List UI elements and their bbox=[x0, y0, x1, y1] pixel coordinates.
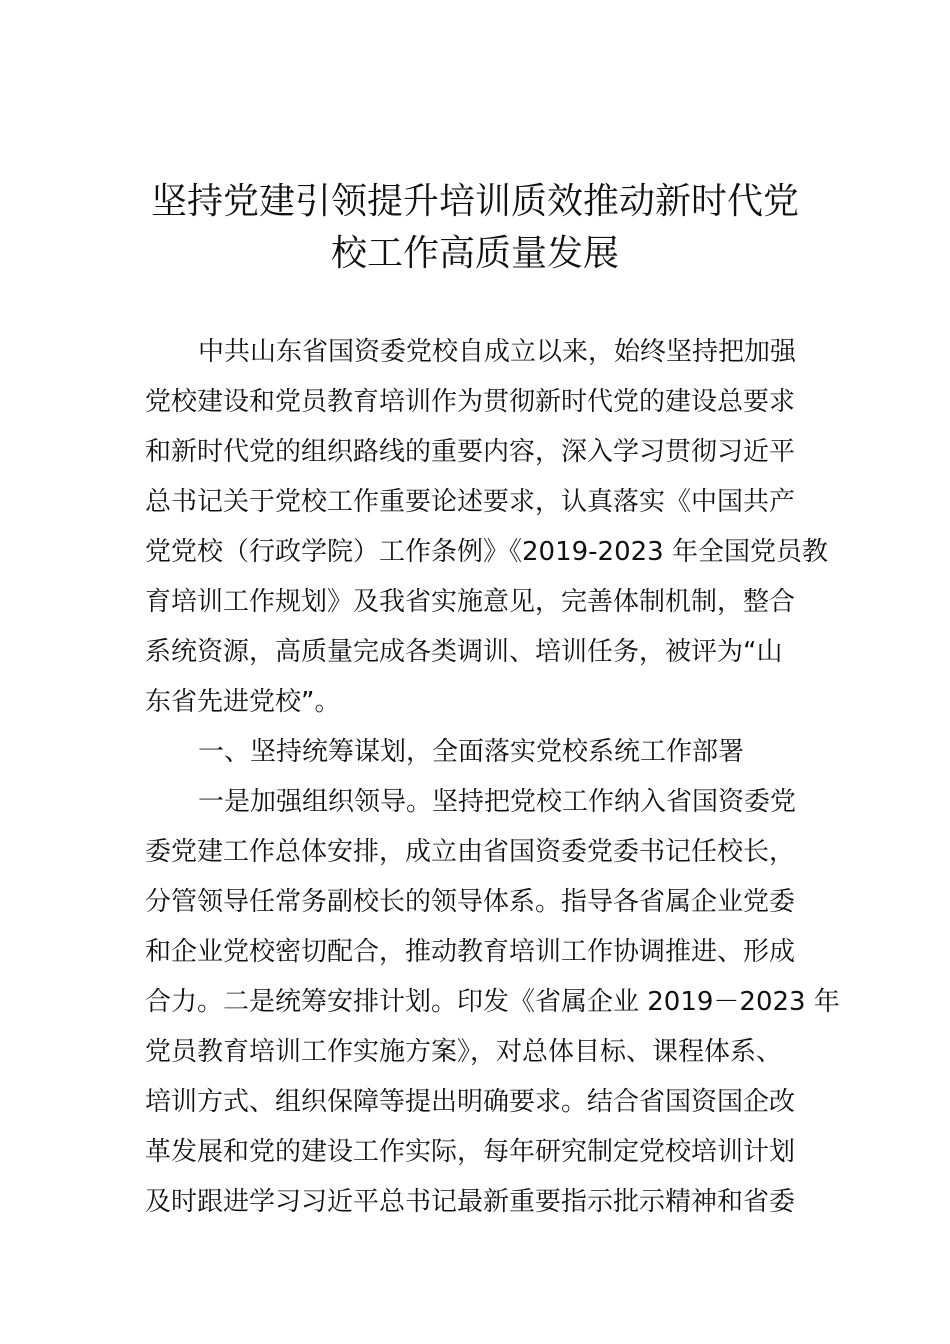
paragraph-line: 革发展和党的建设工作实际，每年研究制定党校培训计划 bbox=[145, 1137, 796, 1167]
document-title-line-1: 坚持党建引领提升培训质效推动新时代党 bbox=[150, 181, 799, 222]
paragraph-line: 党员教育培训工作实施方案》，对总体目标、课程体系、 bbox=[145, 1037, 783, 1067]
paragraph-line: 和新时代党的组织路线的重要内容，深入学习贯彻习近平 bbox=[145, 437, 796, 467]
paragraph-line: 育培训工作规划》及我省实施意见，完善体制机制，整合 bbox=[145, 587, 796, 617]
paragraph-line: 党校建设和党员教育培训作为贯彻新时代党的建设总要求 bbox=[145, 387, 796, 417]
paragraph-line: 分管领导任常务副校长的领导体系。指导各省属企业党委 bbox=[145, 887, 796, 917]
paragraph-line: 合力。二是统筹安排计划。印发《省属企业 2019－2023 年 bbox=[145, 987, 840, 1017]
paragraph-line: 东省先进党校”。 bbox=[145, 687, 341, 717]
document-title-line-2: 校工作高质量发展 bbox=[330, 233, 619, 274]
paragraph-line: 系统资源，高质量完成各类调训、培训任务，被评为“山 bbox=[145, 637, 783, 667]
paragraph-line: 委党建工作总体安排，成立由省国资委党委书记任校长， bbox=[145, 837, 796, 867]
paragraph-line: 一是加强组织领导。坚持把党校工作纳入省国资委党 bbox=[198, 787, 797, 817]
paragraph-line: 和企业党校密切配合，推动教育培训工作协调推进、形成 bbox=[145, 937, 796, 967]
paragraph-line: 中共山东省国资委党校自成立以来，始终坚持把加强 bbox=[198, 337, 797, 367]
section-heading: 一、坚持统筹谋划，全面落实党校系统工作部署 bbox=[198, 737, 745, 767]
paragraph-line: 培训方式、组织保障等提出明确要求。结合省国资国企改 bbox=[145, 1087, 796, 1117]
paragraph-line: 及时跟进学习习近平总书记最新重要指示批示精神和省委 bbox=[145, 1187, 796, 1217]
paragraph-line: 党党校（行政学院）工作条例》《2019-2023 年全国党员教 bbox=[145, 537, 828, 567]
paragraph-line: 总书记关于党校工作重要论述要求，认真落实《中国共产 bbox=[145, 487, 796, 517]
